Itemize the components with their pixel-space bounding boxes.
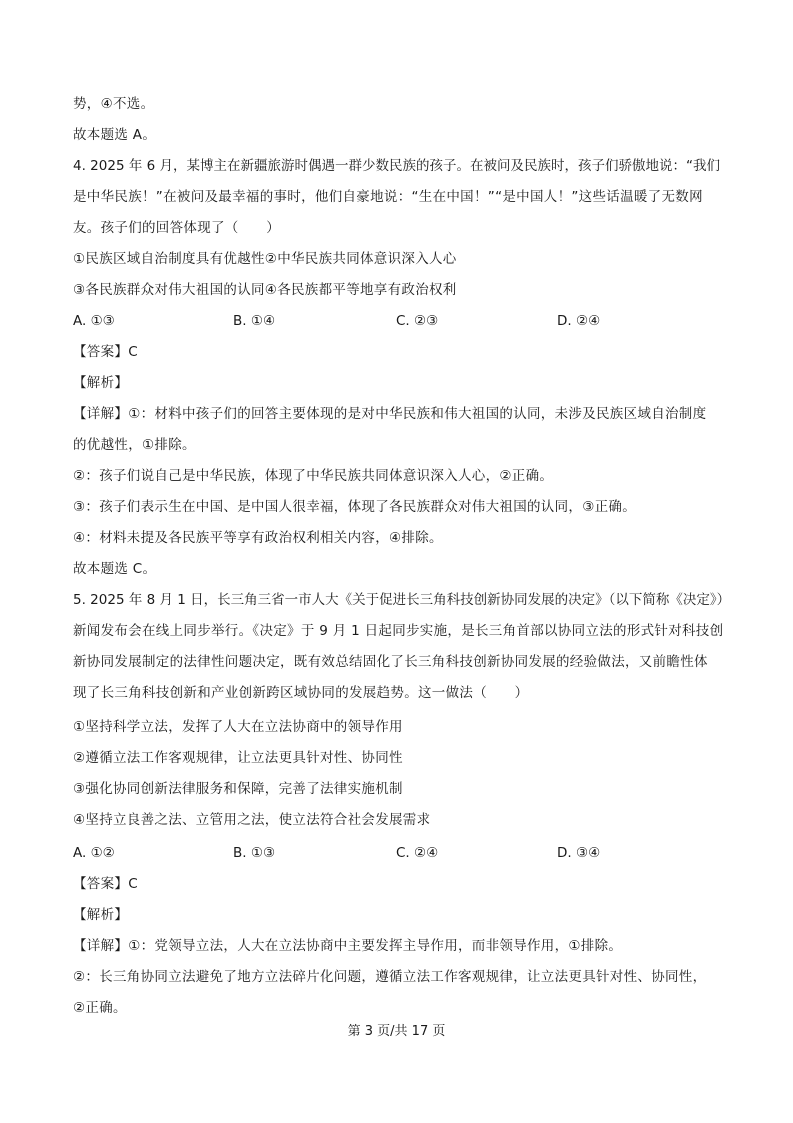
q4-stem-line: 4. 2025 年 6 月，某博主在新疆旅游时偶遇一群少数民族的孩子。在被问及民族时，孩子们骄傲地说：“我们 <box>73 158 720 174</box>
q4-option-c: C. ②③ <box>396 313 439 329</box>
page-number: 第 3 页/共 17 页 <box>347 1024 446 1039</box>
q5-detail-line: ②：长三角协同立法避免了地方立法碎片化问题，遵循立法工作客观规律，让立法更具针对性、协同性， <box>73 969 707 985</box>
q4-item: ①民族区域自治制度具有优越性②中华民族共同体意识深入人心 <box>73 251 457 267</box>
q5-detail-line: ②正确。 <box>73 1000 127 1016</box>
q4-detail-line: ④：材料未提及各民族平等享有政治权利相关内容，④排除。 <box>73 530 443 546</box>
q5-option-c: C. ②④ <box>396 845 439 861</box>
q4-answer: 【答案】C <box>73 344 138 360</box>
q4-detail-line: ②：孩子们说自己是中华民族，体现了中华民族共同体意识深入人心，②正确。 <box>73 468 554 484</box>
q5-item: ③强化协同创新法律服务和保障，完善了法律实施机制 <box>73 781 403 797</box>
q4-detail-line: ③：孩子们表示生在中国、是中国人很幸福，体现了各民族群众对伟大祖国的认同，③正确。 <box>73 499 637 515</box>
q5-item: ④坚持立良善之法、立管用之法，使立法符合社会发展需求 <box>73 812 431 828</box>
q5-stem-line: 5. 2025 年 8 月 1 日，长三角三省一市人大《关于促进长三角科技创新协同发展的决定》（以下简称《决定》） <box>73 592 731 608</box>
text-line: 势，④不选。 <box>73 96 155 112</box>
q5-option-b: B. ①③ <box>233 845 276 861</box>
q4-detail-line: 的优越性，①排除。 <box>73 437 196 453</box>
q4-analysis-label: 【解析】 <box>73 375 129 391</box>
q4-stem-line: 是中华民族！”在被问及最幸福的事时，他们自豪地说：“生在中国！”“是中国人！”这些话温暖了无数网 <box>73 189 703 205</box>
q4-stem-line: 友。孩子们的回答体现了（ ） <box>73 220 280 236</box>
q4-detail-line: 【详解】①：材料中孩子们的回答主要体现的是对中华民族和伟大祖国的认同，未涉及民族区域自治制度 <box>73 406 707 422</box>
q5-option-d: D. ③④ <box>557 845 601 861</box>
q4-option-d: D. ②④ <box>557 313 601 329</box>
q5-item: ①坚持科学立法，发挥了人大在立法协商中的领导作用 <box>73 719 403 735</box>
q4-conclusion: 故本题选 C。 <box>73 561 157 577</box>
q5-option-a: A. ①② <box>73 845 115 861</box>
q5-detail-line: 【详解】①：党领导立法，人大在立法协商中主要发挥主导作用，而非领导作用，①排除。 <box>73 938 623 954</box>
q5-answer: 【答案】C <box>73 876 138 892</box>
q5-stem-line: 新协同发展制定的法律性问题决定，既有效总结固化了长三角科技创新协同发展的经验做法，又前瞻性体 <box>73 654 708 670</box>
q4-option-a: A. ①③ <box>73 313 115 329</box>
q5-item: ②遵循立法工作客观规律，让立法更具针对性、协同性 <box>73 750 403 766</box>
q5-analysis-label: 【解析】 <box>73 907 129 923</box>
q5-stem-line: 新闻发布会在线上同步举行。《决定》于 9 月 1 日起同步实施，是长三角首部以协同立法的形式针对科技创 <box>73 623 724 639</box>
q5-stem-line: 现了长三角科技创新和产业创新跨区域协同的发展趋势。这一做法（ ） <box>73 685 529 701</box>
q4-item: ③各民族群众对伟大祖国的认同④各民族都平等地享有政治权利 <box>73 282 457 298</box>
q4-option-b: B. ①④ <box>233 313 276 329</box>
text-line: 故本题选 A。 <box>73 127 157 143</box>
